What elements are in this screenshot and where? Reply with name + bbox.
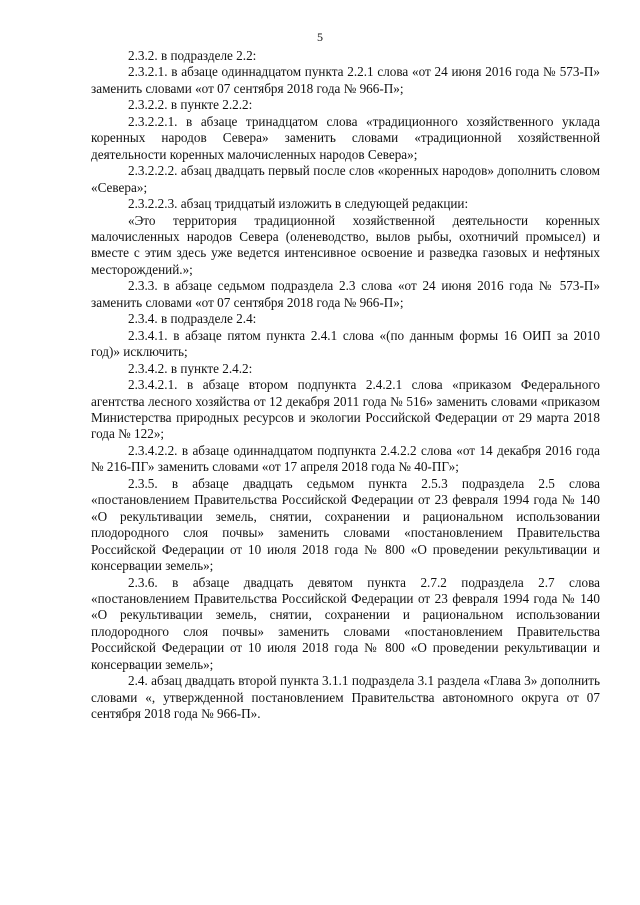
paragraph: 2.3.5. в абзаце двадцать седьмом пункта 2.5.3 подраздела 2.5 слова «постановлением Правительства Российской Федерации от 23 февраля 1994 года № 140 «О рекультивации земель, снятии, сохранении и рациональном использовании плодородного слоя почвы» заменить словами «постановлением Правительства Российской Федерации от 10 июля 2018 года № 800 «О проведении рекультивации и консервации земель»; [91, 475, 600, 574]
paragraph: 2.3.4.2.1. в абзаце втором подпункта 2.4.2.1 слова «приказом Федерального агентства лесного хозяйства от 12 декабря 2011 года № 516» заменить словами «приказом Министерства природных ресурсов и экологии Российской Федерации от 29 марта 2018 года № 122»; [91, 377, 600, 442]
paragraph: 2.3.2.1. в абзаце одиннадцатом пункта 2.2.1 слова «от 24 июня 2016 года № 573-П» заменить словами «от 07 сентября 2018 года № 966-П»; [91, 64, 600, 96]
quoted-paragraph: «Это территория традиционной хозяйственной деятельности коренных малочисленных народов Севера (оленеводство, вылов рыбы, охотничий промысел) и вместе с этим здесь уже ведется интенсивное освоение и разведка газовых и нефтяных месторождений.»; [91, 212, 600, 277]
page-number: 5 [317, 30, 323, 44]
paragraph: 2.3.4.2. в пункте 2.4.2: [128, 360, 253, 376]
paragraph: 2.3.2.2. в пункте 2.2.2: [128, 97, 253, 113]
paragraph: 2.3.2.2.1. в абзаце тринадцатом слова «традиционного хозяйственного уклада коренных народов Севера» заменить словами «традиционной хозяйственной деятельности коренных малочисленных народов Севера»; [91, 113, 600, 162]
paragraph: 2.3.2.2.3. абзац тридцатый изложить в следующей редакции: [128, 196, 469, 212]
paragraph: 2.3.6. в абзаце двадцать девятом пункта 2.7.2 подраздела 2.7 слова «постановлением Правительства Российской Федерации от 23 февраля 1994 года № 140 «О рекультивации земель, снятии, сохранении и рациональном использовании плодородного слоя почвы» заменить словами «постановлением Правительства Российской Федерации от 10 июля 2018 года № 800 «О проведении рекультивации и консервации земель»; [91, 574, 600, 672]
paragraph: 2.3.4.2.2. в абзаце одиннадцатом подпункта 2.4.2.2 слова «от 14 декабря 2016 года № 216-ПГ» заменить словами «от 17 апреля 2018 года № 40-ПГ»; [91, 442, 600, 475]
paragraph: 2.3.3. в абзаце седьмом подраздела 2.3 слова «от 24 июня 2016 года № 573-П» заменить словами «от 07 сентября 2018 года № 966-П»; [91, 278, 600, 310]
paragraph: 2.4. абзац двадцать второй пункта 3.1.1 подраздела 3.1 раздела «Глава 3» дополнить словами «, утвержденной постановлением Правительства автономного округа от 07 сентября 2018 года № 966-П». [91, 673, 600, 722]
paragraph: 2.3.2. в подразделе 2.2: [128, 48, 257, 63]
document-body [91, 48, 600, 723]
paragraph: 2.3.4. в подразделе 2.4: [128, 311, 257, 327]
paragraph: 2.3.4.1. в абзаце пятом пункта 2.4.1 слова «(по данным формы 16 ОИП за 2010 год)» исключить; [91, 327, 600, 360]
paragraph: 2.3.2.2.2. абзац двадцать первый после слов «коренных народов» дополнить словом «Севера»; [91, 163, 600, 195]
